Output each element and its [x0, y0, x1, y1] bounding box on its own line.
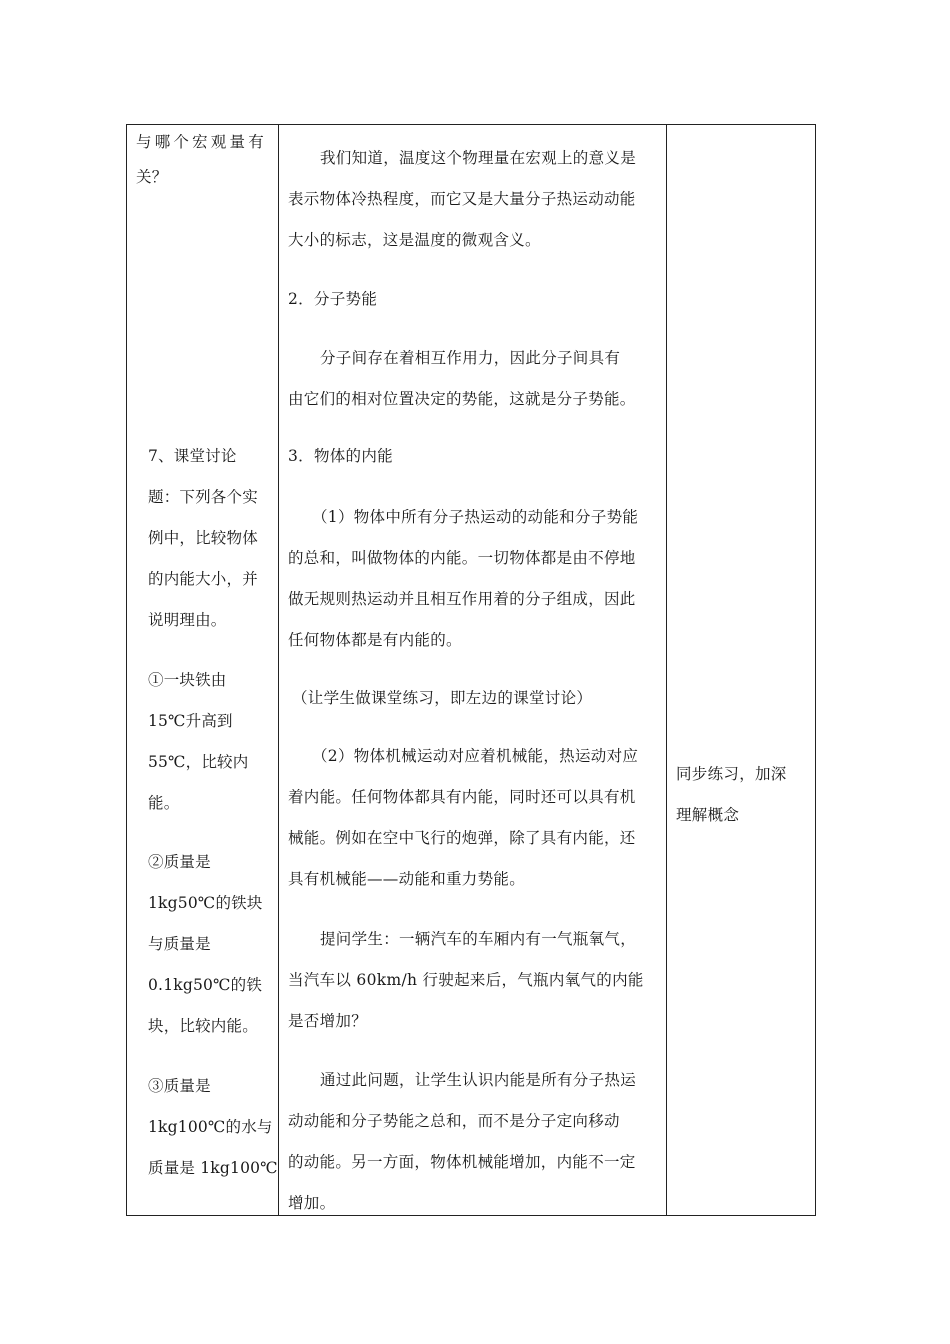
- content-line: 大小的标志，这是温度的微观含义。: [288, 231, 541, 249]
- example-3: ③质量是: [148, 1077, 211, 1095]
- section-heading-potential-energy: 2．分子势能: [288, 290, 378, 308]
- content-line: （1）物体中所有分子热运动的动能和分子势能: [312, 508, 639, 526]
- question-line: 关？: [136, 168, 168, 186]
- practice-note: （让学生做课堂练习，即左边的课堂讨论）: [292, 689, 593, 707]
- content-line: 分子间存在着相互作用力，因此分子间具有: [320, 349, 621, 367]
- content-line: 增加。: [288, 1194, 336, 1212]
- table-right-border: [815, 124, 816, 1216]
- purpose-line: 理解概念: [676, 806, 740, 824]
- content-line: 做无规则热运动并且相互作用着的分子组成，因此: [288, 590, 636, 608]
- question-line: 说明理由。: [148, 611, 227, 629]
- content-line: 由它们的相对位置决定的势能，这就是分子势能。: [288, 390, 636, 408]
- example-2-line: 1kg50℃的铁块: [148, 894, 263, 912]
- column-divider-1: [278, 124, 279, 1216]
- example-1-line: 15℃升高到: [148, 712, 233, 730]
- content-line: 的动能。另一方面，物体机械能增加，内能不一定: [288, 1153, 636, 1171]
- section-heading-internal-energy: 3．物体的内能: [288, 447, 393, 465]
- purpose-line: 同步练习，加深: [676, 765, 787, 783]
- content-line: 通过此问题，让学生认识内能是所有分子热运: [320, 1071, 637, 1089]
- example-1-line: 55℃，比较内: [148, 753, 249, 771]
- example-2-line: 块，比较内能。: [148, 1017, 258, 1035]
- example-1: ①一块铁由: [148, 671, 227, 689]
- question-line: 例中，比较物体: [148, 529, 258, 547]
- discussion-title: 7、课堂讨论: [148, 447, 237, 465]
- table-left-border: [126, 124, 127, 1216]
- table-bottom-border: [126, 1215, 816, 1216]
- content-line: 提问学生：一辆汽车的车厢内有一气瓶氧气，: [320, 930, 637, 948]
- content-line: 任何物体都是有内能的。: [288, 631, 462, 649]
- column-divider-2: [666, 124, 667, 1216]
- lesson-table: [126, 124, 816, 1216]
- example-2-line: 0.1kg50℃的铁: [148, 976, 263, 994]
- content-line: 表示物体冷热程度，而它又是大量分子热运动动能: [288, 190, 636, 208]
- content-line: 的总和，叫做物体的内能。一切物体都是由不停地: [288, 549, 636, 567]
- content-line: 当汽车以 60km/h 行驶起来后，气瓶内氧气的内能: [288, 971, 644, 989]
- example-3-line: 1kg100℃的水与: [148, 1118, 273, 1136]
- content-line: 具有机械能——动能和重力势能。: [288, 870, 526, 888]
- question-line: 题：下列各个实: [148, 488, 258, 506]
- example-1-line: 能。: [148, 794, 180, 812]
- example-2-line: 与质量是: [148, 935, 211, 953]
- content-line: 是否增加？: [288, 1012, 368, 1030]
- content-line: 我们知道，温度这个物理量在宏观上的意义是: [320, 149, 637, 167]
- question-line: 的内能大小，并: [148, 570, 258, 588]
- content-line: （2）物体机械运动对应着机械能，热运动对应: [312, 747, 639, 765]
- content-line: 着内能。任何物体都具有内能，同时还可以具有机: [288, 788, 636, 806]
- question-line: 与哪个宏观量有: [136, 133, 267, 151]
- content-line: 械能。例如在空中飞行的炮弹，除了具有内能，还: [288, 829, 636, 847]
- content-line: 动动能和分子势能之总和，而不是分子定向移动: [288, 1112, 620, 1130]
- example-3-line: 质量是 1kg100℃: [148, 1159, 278, 1177]
- example-2: ②质量是: [148, 853, 211, 871]
